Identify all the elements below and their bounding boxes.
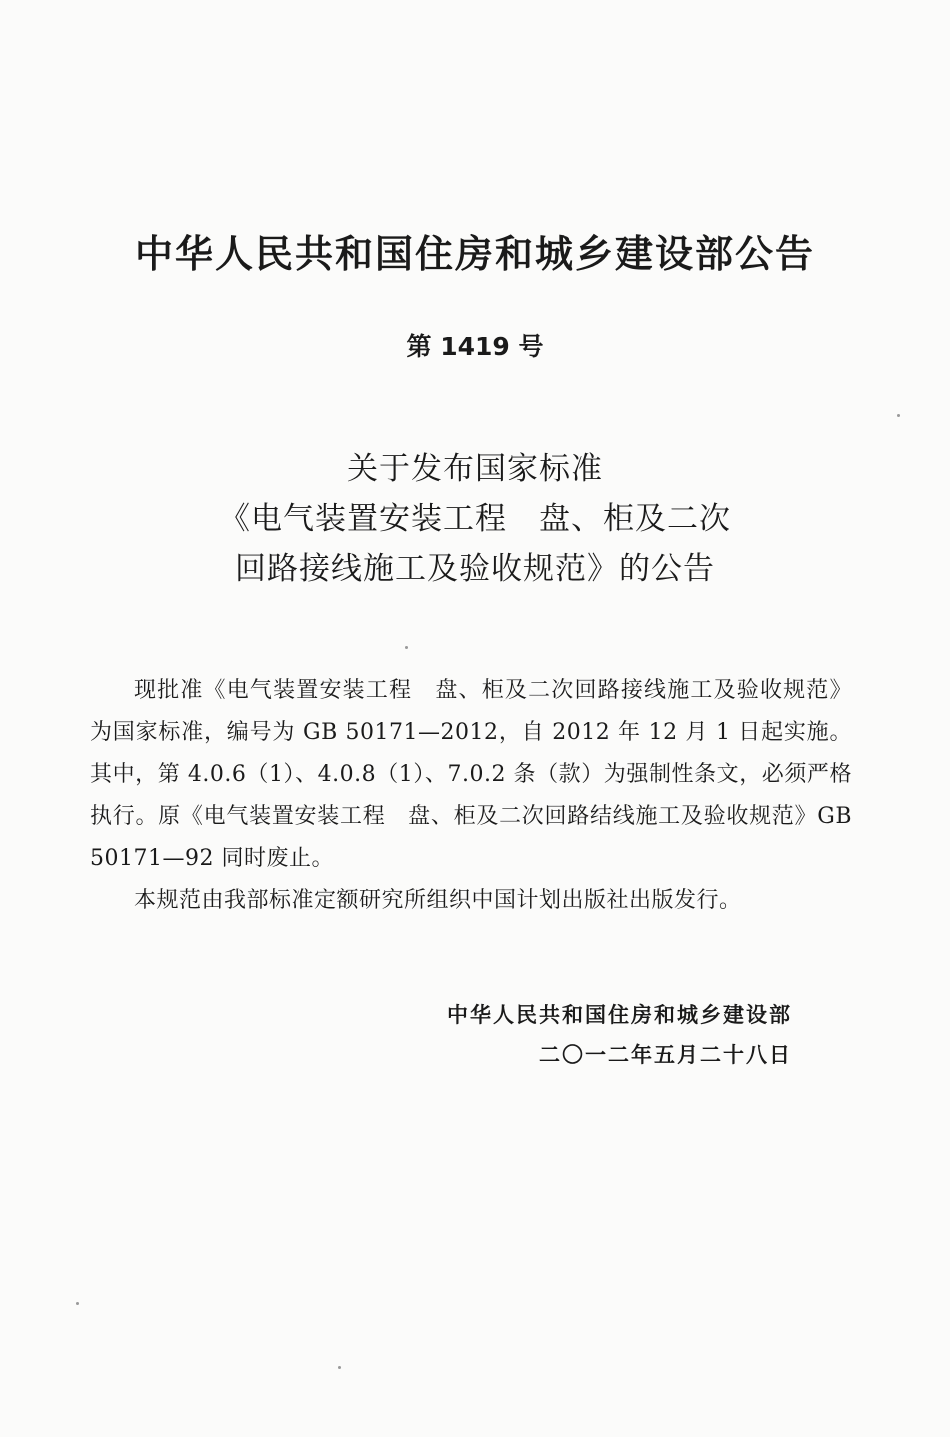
scan-speck	[76, 1302, 79, 1305]
announcement-body	[90, 670, 852, 922]
subtitle-line-1: 关于发布国家标准	[347, 451, 603, 487]
announcement-title: 中华人民共和国住房和城乡建设部公告	[134, 232, 815, 276]
scan-speck	[897, 414, 900, 417]
body-paragraph-2: 本规范由我部标准定额研究所组织中国计划出版社出版发行。	[134, 888, 742, 913]
announcement-number: 第 1419 号	[406, 332, 544, 361]
subtitle-line-2: 《电气装置安装工程 盘、柜及二次	[219, 501, 731, 537]
issuing-organization: 中华人民共和国住房和城乡建设部	[447, 1003, 792, 1027]
subtitle-line-3: 回路接线施工及验收规范》的公告	[235, 551, 715, 587]
announcement-subtitle	[0, 444, 950, 594]
scan-speck	[338, 1366, 341, 1369]
body-paragraph-1: 现批准《电气装置安装工程 盘、柜及二次回路接线施工及验收规范》为国家标准，编号为 GB 50171—2012，自 2012 年 12 月 1 日起实施。其中，第 4.0.6（1）、4.0.8（1）、7.0.2 条（款）为强制性条文，必须严格执行。原《电气装置安装工程 盘、柜及二次回路结线施工及验收规范》GB 50171—92 同时废止。	[90, 678, 852, 871]
scan-speck	[405, 646, 408, 649]
issue-date: 二〇一二年五月二十八日	[539, 1043, 792, 1067]
